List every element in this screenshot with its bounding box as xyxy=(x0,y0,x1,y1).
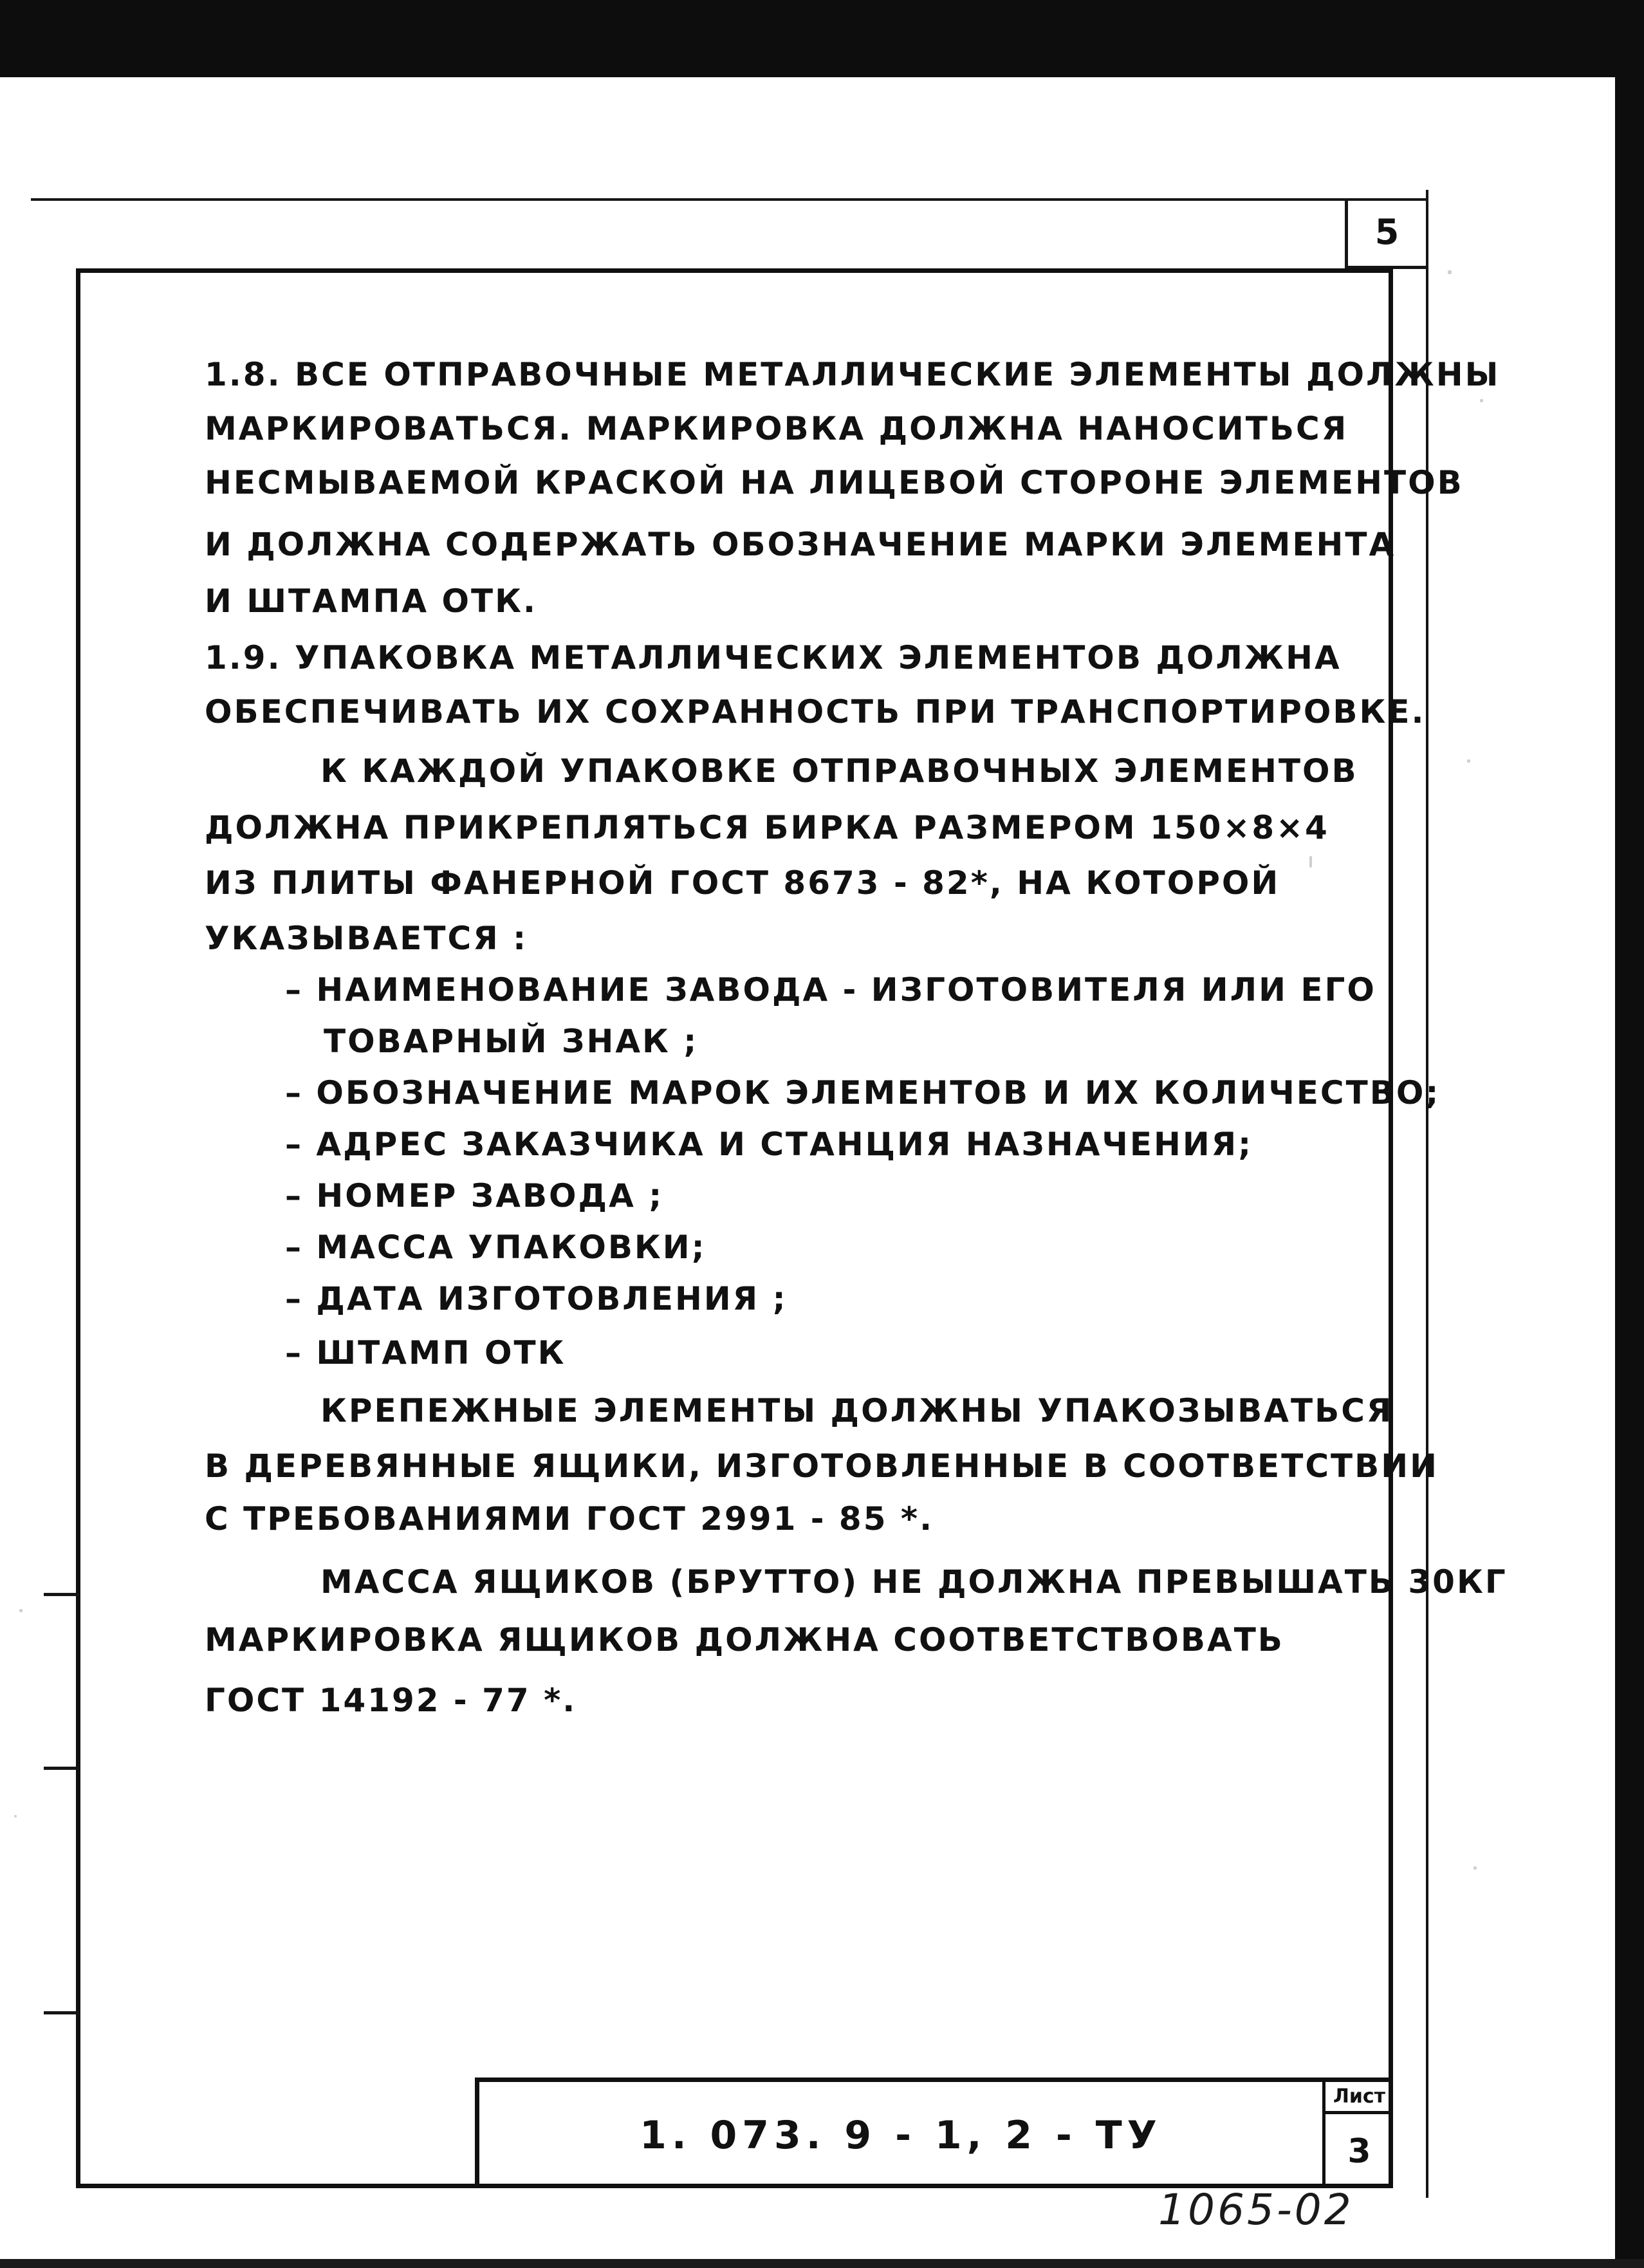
binding-mark xyxy=(44,1767,79,1770)
text-line: МАССА ЯЩИКОВ (БРУТТО) НЕ ДОЛЖНА ПРЕВЫШАТЬ 30КГ xyxy=(320,1563,1508,1601)
text-line: МАРКИРОВКА ЯЩИКОВ ДОЛЖНА СООТВЕТСТВОВАТЬ xyxy=(205,1621,1284,1659)
binding-mark xyxy=(44,1593,79,1596)
text-line: МАРКИРОВАТЬСЯ. МАРКИРОВКА ДОЛЖНА НАНОСИТЬСЯ xyxy=(205,410,1349,447)
list-item: – ДАТА ИЗГОТОВЛЕНИЯ ; xyxy=(285,1280,788,1317)
sheet-label: Лист xyxy=(1322,2082,1393,2114)
text-line: В ДЕРЕВЯННЫЕ ЯЩИКИ, ИЗГОТОВЛЕННЫЕ В СООТВЕТСТВИИ xyxy=(205,1447,1439,1485)
list-item: – ОБОЗНАЧЕНИЕ МАРОК ЭЛЕМЕНТОВ И ИХ КОЛИЧЕСТВО; xyxy=(285,1074,1441,1111)
list-item: – НОМЕР ЗАВОДА ; xyxy=(285,1177,664,1214)
text-line: 1.9. УПАКОВКА МЕТАЛЛИЧЕСКИХ ЭЛЕМЕНТОВ ДОЛЖНА xyxy=(205,639,1342,676)
list-item: – ШТАМП ОТК xyxy=(285,1334,566,1371)
scan-top-edge xyxy=(0,0,1644,77)
binding-mark xyxy=(44,2011,79,2014)
scan-speck xyxy=(19,1609,23,1612)
scan-speck xyxy=(1448,270,1452,274)
text-line: КРЕПЕЖНЫЕ ЭЛЕМЕНТЫ ДОЛЖНЫ УПАКОЗЫВАТЬСЯ xyxy=(320,1392,1394,1429)
text-line: ИЗ ПЛИТЫ ФАНЕРНОЙ ГОСТ 8673 - 82*, НА КОТОРОЙ xyxy=(205,864,1280,902)
text-line: С ТРЕБОВАНИЯМИ ГОСТ 2991 - 85 *. xyxy=(205,1500,934,1538)
scan-speck xyxy=(1467,759,1470,763)
page-number: 5 xyxy=(1345,198,1426,269)
scan-speck xyxy=(1309,856,1312,868)
text-line: И ШТАМПА ОТК. xyxy=(205,582,538,620)
scan-speck xyxy=(14,1815,17,1817)
text-line: НЕСМЫВАЕМОЙ КРАСКОЙ НА ЛИЦЕВОЙ СТОРОНЕ ЭЛЕМЕНТОВ xyxy=(205,464,1464,501)
text-line: К КАЖДОЙ УПАКОВКЕ ОТПРАВОЧНЫХ ЭЛЕМЕНТОВ xyxy=(320,752,1358,790)
list-item: – АДРЕС ЗАКАЗЧИКА И СТАНЦИЯ НАЗНАЧЕНИЯ; xyxy=(285,1126,1253,1163)
text-line: И ДОЛЖНА СОДЕРЖАТЬ ОБОЗНАЧЕНИЕ МАРКИ ЭЛЕМЕНТА xyxy=(205,526,1396,563)
sheet-number: 3 xyxy=(1322,2114,1393,2188)
scan-speck xyxy=(1473,1866,1477,1870)
handwritten-number: 1065-02 xyxy=(1158,2185,1354,2235)
scan-bottom-edge xyxy=(0,2259,1644,2268)
scan-speck xyxy=(1480,399,1483,402)
document-code: 1. 073. 9 - 1, 2 - ТУ xyxy=(640,2112,1162,2158)
title-block xyxy=(475,2077,1393,2188)
text-line: ДОЛЖНА ПРИКРЕПЛЯТЬСЯ БИРКА РАЗМЕРОМ 150×8×4 xyxy=(205,809,1329,846)
text-line: 1.8. ВСЕ ОТПРАВОЧНЫЕ МЕТАЛЛИЧЕСКИЕ ЭЛЕМЕНТЫ ДОЛЖНЫ xyxy=(205,356,1501,393)
text-line: ГОСТ 14192 - 77 *. xyxy=(205,1682,577,1719)
text-line: УКАЗЫВАЕТСЯ : xyxy=(205,920,528,957)
list-item: – НАИМЕНОВАНИЕ ЗАВОДА - ИЗГОТОВИТЕЛЯ ИЛИ ЕГО xyxy=(285,971,1376,1009)
page-top-rule xyxy=(31,198,1427,201)
text-line: ОБЕСПЕЧИВАТЬ ИХ СОХРАННОСТЬ ПРИ ТРАНСПОРТИРОВКЕ. xyxy=(205,693,1426,730)
list-item: – МАССА УПАКОВКИ; xyxy=(285,1229,707,1266)
list-item-continuation: ТОВАРНЫЙ ЗНАК ; xyxy=(324,1023,699,1060)
scan-right-edge xyxy=(1615,0,1644,2268)
